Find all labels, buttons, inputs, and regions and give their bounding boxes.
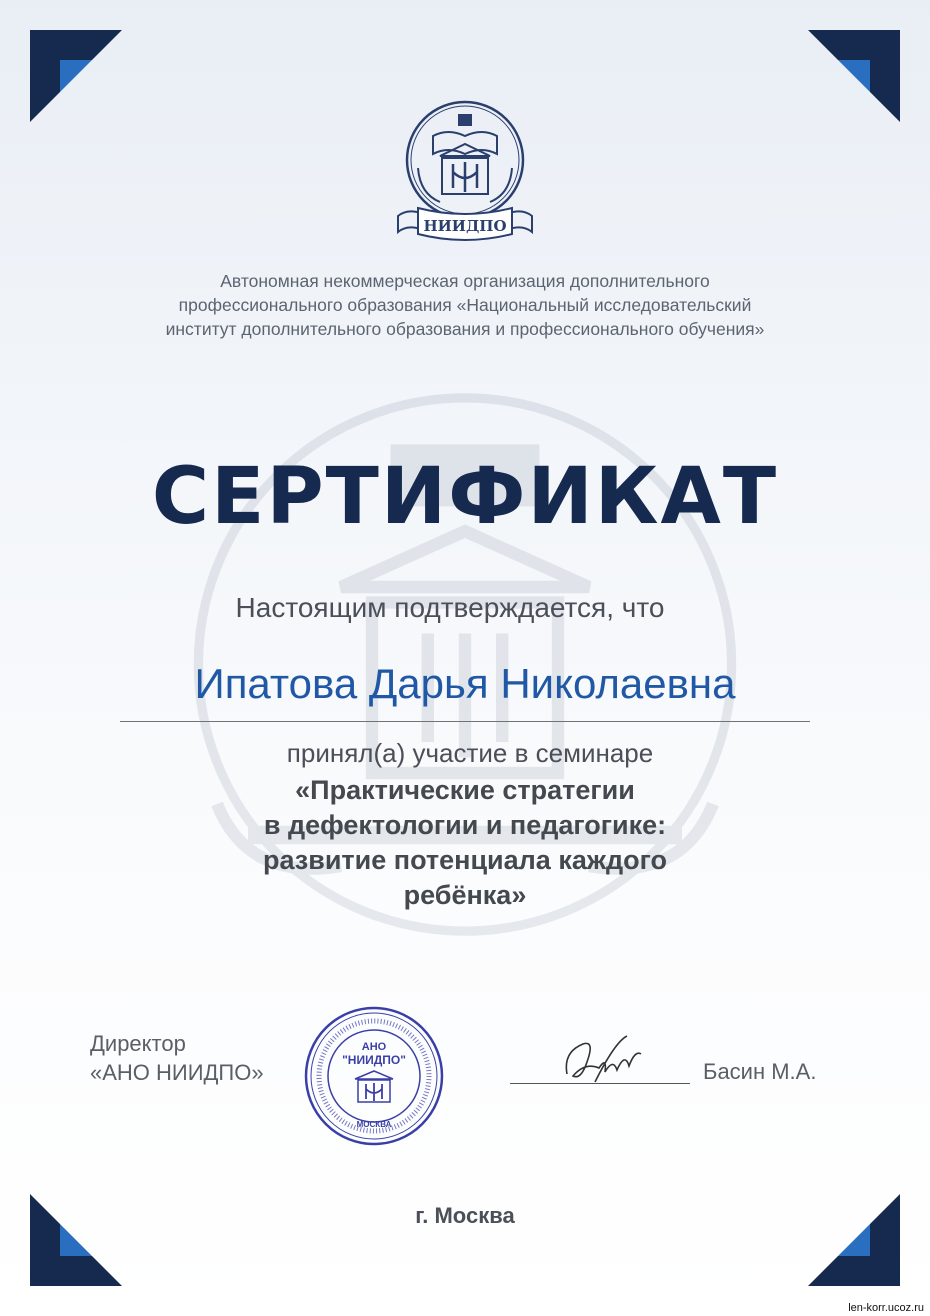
participation-text: принял(а) участие в семинаре xyxy=(286,738,654,768)
corner-decoration-top-right xyxy=(808,30,900,122)
director-name: Басин М.А. xyxy=(703,1059,817,1084)
certificate-title: СЕРТИФИКАТ xyxy=(151,452,779,542)
emblem-label: НИИДПО xyxy=(423,217,507,235)
recipient-underline xyxy=(120,721,810,722)
institute-emblem xyxy=(378,98,552,248)
recipient-name: Ипатова Дарья Николаевна xyxy=(194,660,736,707)
director-title-line: «АНО НИИДПО» xyxy=(90,1060,264,1085)
organization-line: Автономная некоммерческая организация дополнительного xyxy=(220,271,710,291)
stamp-label-top: АНО xyxy=(361,1041,387,1053)
signature-line xyxy=(510,1083,690,1084)
official-stamp xyxy=(303,1005,445,1147)
issue-city: г. Москва xyxy=(415,1203,515,1228)
seminar-line: «Практические стратегии xyxy=(295,775,635,805)
stamp-city: МОСКВА xyxy=(356,1120,392,1129)
seminar-line: в дефектологии и педагогике: xyxy=(263,810,667,840)
confirmation-text: Настоящим подтверждается, что xyxy=(235,592,665,623)
source-site-label: len-korr.ucoz.ru xyxy=(848,1302,924,1314)
organization-line: институт дополнительного образования и профессионального обучения» xyxy=(165,319,765,339)
seminar-line: ребёнка» xyxy=(403,880,527,910)
organization-line: профессионального образования «Национальный исследовательский xyxy=(178,295,752,315)
director-title-line: Директор xyxy=(90,1031,186,1056)
organization-name xyxy=(80,269,850,341)
corner-decoration-top-left xyxy=(30,30,122,122)
seminar-line: развитие потенциала каждого xyxy=(262,845,668,875)
director-title xyxy=(90,1029,264,1087)
seminar-title xyxy=(160,773,770,913)
stamp-label-main: "НИИДПО" xyxy=(342,1053,406,1067)
